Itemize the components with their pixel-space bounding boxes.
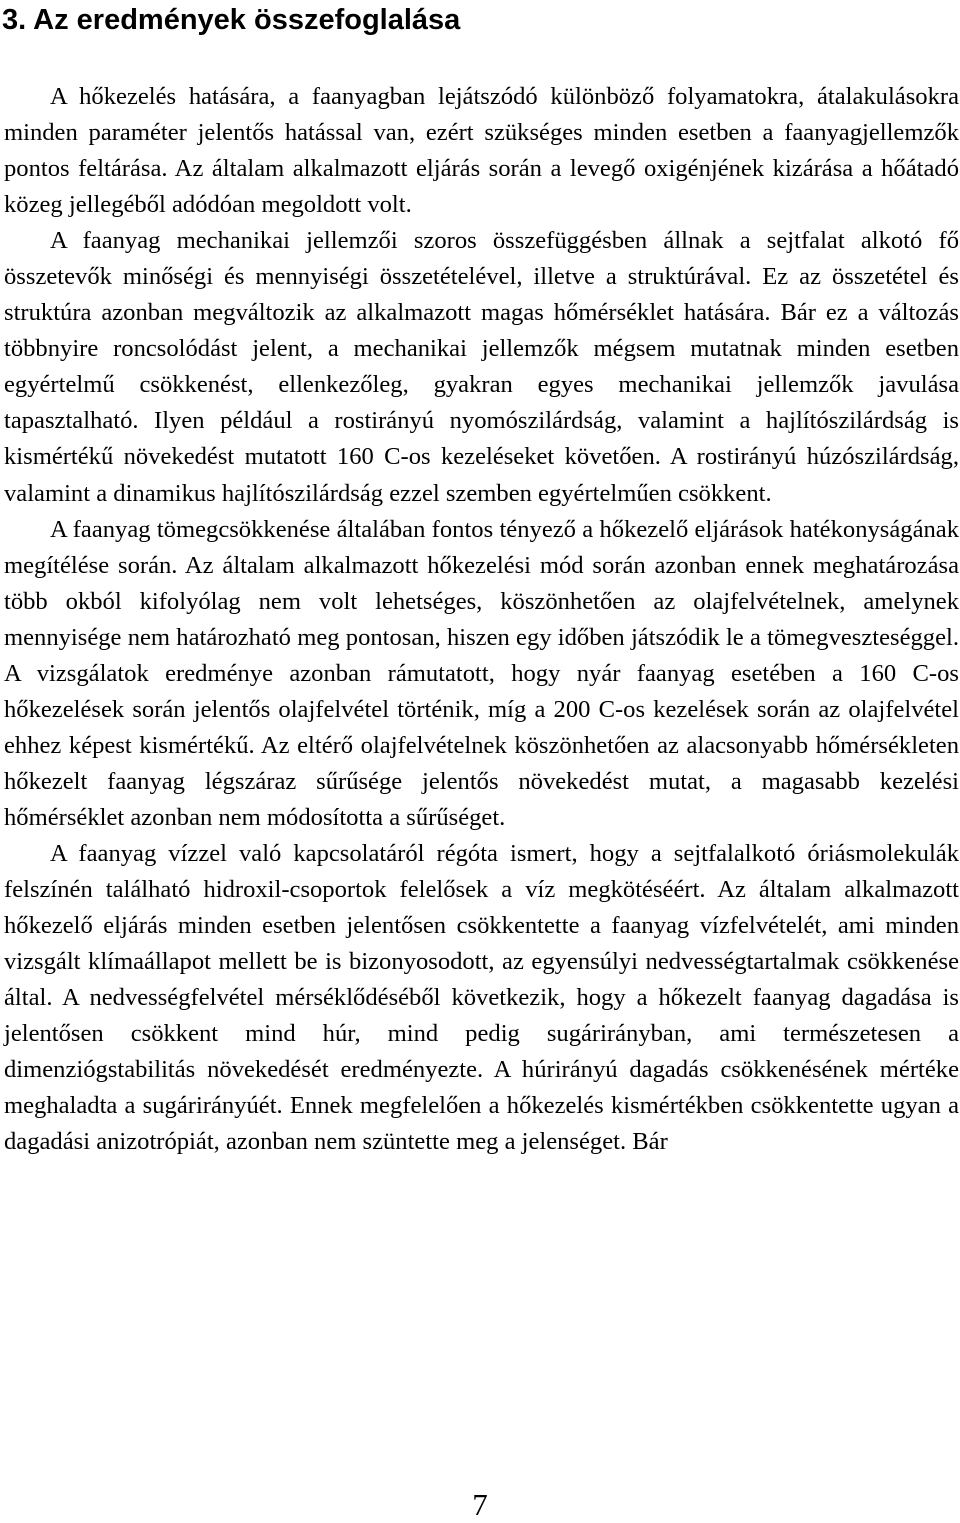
paragraph-water-uptake-swelling: A faanyag vízzel való kapcsolatáról régóta ismert, hogy a sejtfalalkotó óriásmolekulák felszínén található hidroxil-csoportok felelősek a víz megkötéséért. Az általam alkalmazott hőkezelő eljárás minden esetben jelentősen csökkentette a faanyag vízfelvételét, ami minden vizsgált klímaállapot mellett be is bizonyosodott, az egyensúlyi nedvességtartalmak csökkenése által. A nedvességfelvétel mérséklődéséből következik, hogy a hőkezelt faanyag dagadása is jelentősen csökkent mind húr, mind pedig sugárirányban, ami természetesen a dimenziógstabilitás növekedését eredményezte. A húrirányú dagadás csökkenésének mértéke meghaladta a sugárirányúét. Ennek megfelelően a hőkezelés kismértékben csökkentette ugyan a dagadási anizotrópiát, azonban nem szüntette meg a jelenséget. Bár (4, 839, 959, 1156)
paragraph-mechanical-properties: A faanyag mechanikai jellemzői szoros összefüggésben állnak a sejtfalat alkotó fő összetevők minőségi és mennyiségi összetételével, illetve a struktúrával. Ez az összetétel és struktúra azonban megváltozik az alkalmazott magas hőmérséklet hatására. Bár ez a változás többnyire roncsolódást jelent, a mechanikai jellemzők mégsem mutatnak minden esetben egyértelmű csökkenést, ellenkezőleg, gyakran egyes mechanikai jellemzők javulása tapasztalható. Ilyen például a rostirányú nyomószilárdság, valamint a hajlítószilárdság is kismértékű növekedést mutatott 160 C-os kezeléseket követően. A rostirányú húzószilárdság, valamint a dinamikus hajlítószilárdság ezzel szemben egyértelműen csökkent. (4, 227, 959, 507)
paragraph-mass-loss-density: A faanyag tömegcsökkenése általában fontos tényező a hőkezelő eljárások hatékonyságának megítélése során. Az általam alkalmazott hőkezelési mód során azonban ennek meghatározása több okból kifolyólag nem volt lehetséges, köszönhetően az olajfelvételnek, amelynek mennyisége nem határozható meg pontosan, hiszen egy időben játszódik le a tömegveszteséggel. A vizsgálatok eredménye azonban rámutatott, hogy nyár faanyag esetében a 160 C-os hőkezelések során jelentős olajfelvétel történik, míg a 200 C-os kezelések során az olajfelvétel ehhez képest kismértékű. Az eltérő olajfelvételnek köszönhetően az alacsonyabb hőmérsékleten hőkezelt faanyag légszáraz sűrűsége jelentős növekedést mutat, a magasabb kezelési hőmérséklet azonban nem módosította a sűrűséget. (4, 515, 959, 831)
section-heading: 3. Az eredmények összefoglalása (2, 4, 461, 36)
paragraph-process-parameters: A hőkezelés hatására, a faanyagban lejátszódó különböző folyamatokra, átalakulásokra minden paraméter jelentős hatással van, ezért szükséges minden esetben a faanyagjellemzők pontos feltárása. Az általam alkalmazott eljárás során a levegő oxigénjének kizárása a hőátadó közeg jellegéből adódóan megoldott volt. (4, 83, 959, 219)
document-body (4, 79, 959, 1160)
page-number: 7 (472, 1487, 488, 1522)
